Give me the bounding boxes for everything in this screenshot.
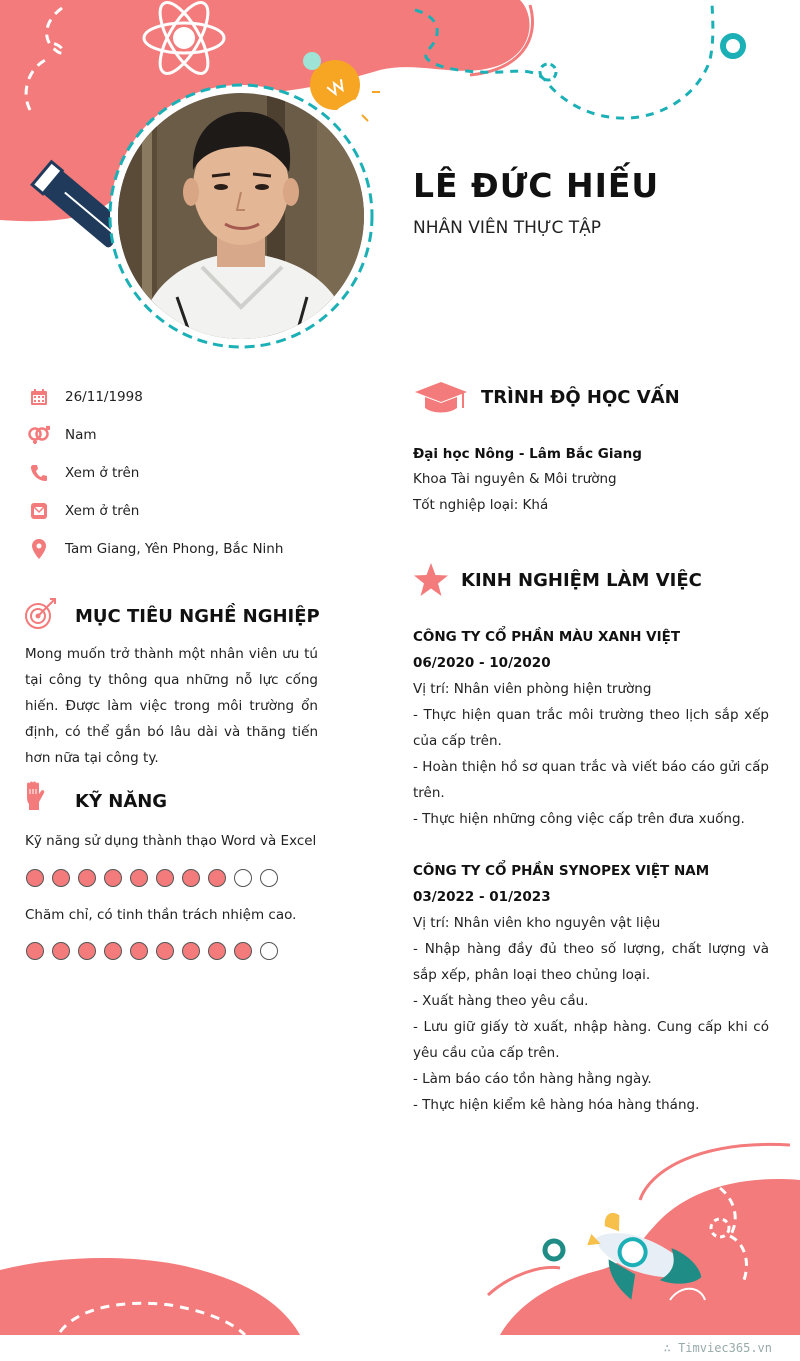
rating-dot-empty <box>260 942 278 960</box>
rating-dot-filled <box>156 869 174 887</box>
job-duty: - Nhập hàng đầy đủ theo số lượng, chất lượng và sắp xếp, phân loại theo chủng loại. <box>413 941 769 983</box>
contact-address <box>28 536 348 562</box>
graduation-grade: Tốt nghiệp loại: Khá <box>413 497 549 513</box>
calendar-icon <box>28 386 50 408</box>
rating-dot-filled <box>234 942 252 960</box>
phone-icon <box>28 462 50 484</box>
rating-dot-filled <box>130 942 148 960</box>
job-duty: - Thực hiện quan trắc môi trường theo lịch sắp xếp của cấp trên. <box>413 707 769 749</box>
job-period: 06/2020 - 10/2020 <box>413 655 551 671</box>
contact-birthdate <box>28 384 348 410</box>
job-duty: - Thực hiện những công việc cấp trên đưa xuống. <box>413 811 745 827</box>
contact-gender <box>28 422 348 448</box>
experience-title: KINH NGHIỆM LÀM VIỆC <box>461 570 702 591</box>
email-icon <box>28 500 50 522</box>
skill-rating <box>26 869 278 887</box>
address-text: Tam Giang, Yên Phong, Bắc Ninh <box>65 541 284 557</box>
rating-dot-filled <box>104 869 122 887</box>
rating-dot-filled <box>52 869 70 887</box>
job-entry <box>413 858 769 1118</box>
objective-text: Mong muốn trở thành một nhân viên ưu tú tại công ty thông qua những nỗ lực cống hiến. Được làm việc trong môi trường ổn định, có thể gắn bó lâu dài và thăng tiến hơn nữa tại công ty. <box>25 646 318 766</box>
job-duty: - Thực hiện kiểm kê hàng hóa hàng tháng. <box>413 1097 700 1113</box>
watermark: ∴ Timviec365.vn <box>663 1341 772 1355</box>
gender-icon <box>28 424 50 446</box>
rating-dot-filled <box>156 942 174 960</box>
phone-text: Xem ở trên <box>65 465 140 481</box>
skill-name: Kỹ năng sử dụng thành thạo Word và Excel <box>25 833 317 849</box>
rating-dot-filled <box>26 869 44 887</box>
star-icon <box>413 563 449 597</box>
skill-rating <box>26 942 278 960</box>
rating-dot-filled <box>26 942 44 960</box>
hand-fist-icon <box>23 780 49 812</box>
rating-dot-filled <box>208 942 226 960</box>
education-title: TRÌNH ĐỘ HỌC VẤN <box>481 387 680 408</box>
job-position: Vị trí: Nhân viên kho nguyên vật liệu <box>413 915 661 931</box>
birthdate-text: 26/11/1998 <box>65 389 143 405</box>
job-duty: - Làm báo cáo tồn hàng hằng ngày. <box>413 1071 652 1087</box>
skill-name: Chăm chỉ, có tinh thần trách nhiệm cao. <box>25 907 297 923</box>
profile-photo <box>117 92 365 340</box>
rating-dot-filled <box>104 942 122 960</box>
target-icon <box>23 596 59 632</box>
faculty-name: Khoa Tài nguyên & Môi trường <box>413 471 617 487</box>
objective-title: MỤC TIÊU NGHỀ NGHIỆP <box>75 606 320 627</box>
contact-phone <box>28 460 348 486</box>
rating-dot-filled <box>182 869 200 887</box>
rating-dot-filled <box>182 942 200 960</box>
job-entry <box>413 624 769 832</box>
job-duty: - Lưu giữ giấy tờ xuất, nhập hàng. Cung cấp khi có yêu cầu của cấp trên. <box>413 1019 769 1061</box>
school-name: Đại học Nông - Lâm Bắc Giang <box>413 446 642 462</box>
rating-dot-filled <box>78 869 96 887</box>
job-period: 03/2022 - 01/2023 <box>413 889 551 905</box>
rating-dot-filled <box>78 942 96 960</box>
contact-email <box>28 498 348 524</box>
job-duty: - Xuất hàng theo yêu cầu. <box>413 993 589 1009</box>
rating-dot-filled <box>208 869 226 887</box>
gender-text: Nam <box>65 427 97 443</box>
rating-dot-empty <box>234 869 252 887</box>
company-name: CÔNG TY CỔ PHẦN SYNOPEX VIỆT NAM <box>413 863 710 879</box>
rating-dot-filled <box>52 942 70 960</box>
graduation-cap-icon <box>413 380 469 416</box>
company-name: CÔNG TY CỔ PHẦN MÀU XANH VIỆT <box>413 629 681 645</box>
rating-dot-filled <box>130 869 148 887</box>
job-duty: - Hoàn thiện hồ sơ quan trắc và viết báo cáo gửi cấp trên. <box>413 759 769 801</box>
location-pin-icon <box>28 538 50 560</box>
rating-dot-empty <box>260 869 278 887</box>
job-position: Vị trí: Nhân viên phòng hiện trường <box>413 681 652 697</box>
candidate-name: LÊ ĐỨC HIẾU <box>413 166 660 205</box>
email-text: Xem ở trên <box>65 503 140 519</box>
skills-title: KỸ NĂNG <box>75 791 168 812</box>
job-title: NHÂN VIÊN THỰC TẬP <box>413 218 602 238</box>
